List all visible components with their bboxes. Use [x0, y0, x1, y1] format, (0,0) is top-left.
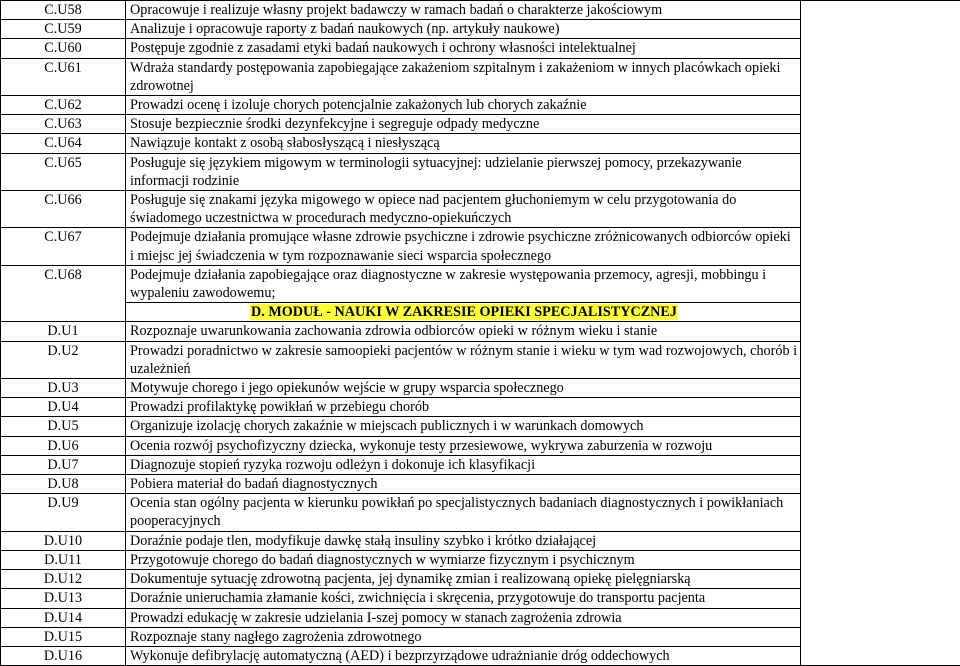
- outcome-code: D.U12: [1, 570, 126, 589]
- outcome-description: Rozpoznaje stany nagłego zagrożenia zdrowotnego: [126, 627, 801, 646]
- outcome-description: Wdraża standardy postępowania zapobiegające zakażeniom szpitalnym i zakażeniom w innych placówkach opieki zdrowotnej: [126, 58, 801, 95]
- outcome-description: Przygotowuje chorego do badań diagnostycznych w wymiarze fizycznym i psychicznym: [126, 550, 801, 569]
- outcome-description: Prowadzi ocenę i izoluje chorych potencjalnie zakażonych lub chorych zakaźnie: [126, 96, 801, 115]
- outcome-code: D.U4: [1, 398, 126, 417]
- empty-column: [801, 1, 960, 666]
- outcome-code: C.U63: [1, 115, 126, 134]
- outcome-code: C.U58: [1, 1, 126, 20]
- outcome-description: Posługuje się znakami języka migowego w opiece nad pacjentem głuchoniemym w celu przygotowania do świadomego uczestnictwa w procedurach medyczno-opiekuńczych: [126, 191, 801, 228]
- outcome-description: Prowadzi profilaktykę powikłań w przebiegu chorób: [126, 398, 801, 417]
- outcome-description: Doraźnie unieruchamia złamanie kości, zwichnięcia i skręcenia, przygotowuje do transportu pacjenta: [126, 589, 801, 608]
- outcome-description: Postępuje zgodnie z zasadami etyki badań naukowych i ochrony własności intelektualnej: [126, 39, 801, 58]
- outcome-description: Motywuje chorego i jego opiekunów wejście w grupy wsparcia społecznego: [126, 379, 801, 398]
- outcome-code: C.U60: [1, 39, 126, 58]
- outcome-code: D.U8: [1, 475, 126, 494]
- outcome-code: D.U13: [1, 589, 126, 608]
- outcome-code: D.U11: [1, 550, 126, 569]
- table-body: [1, 1, 960, 666]
- outcome-description: Podejmuje działania promujące własne zdrowie psychiczne i zdrowie psychiczne zróżnicowanych odbiorców opieki i miejsc jej świadczenia w tym rozpoznawanie sieci wsparcia społecznego: [126, 228, 801, 265]
- outcome-code: D.U16: [1, 646, 126, 665]
- outcome-code: D.U10: [1, 531, 126, 550]
- outcome-code: D.U2: [1, 341, 126, 378]
- outcome-description: Diagnozuje stopień ryzyka rozwoju odleżyn i dokonuje ich klasyfikacji: [126, 455, 801, 474]
- outcome-code: D.U7: [1, 455, 126, 474]
- outcome-description: Analizuje i opracowuje raporty z badań naukowych (np. artykuły naukowe): [126, 20, 801, 39]
- outcome-code: D.U6: [1, 436, 126, 455]
- outcome-code: D.U9: [1, 494, 126, 531]
- outcome-code: D.U14: [1, 608, 126, 627]
- outcome-description: Wykonuje defibrylację automatyczną (AED) i bezprzyrządowe udrażnianie dróg oddechowych: [126, 646, 801, 665]
- outcome-description: Ocenia rozwój psychofizyczny dziecka, wykonuje testy przesiewowe, wykrywa zaburzenia w rozwoju: [126, 436, 801, 455]
- outcome-code: C.U66: [1, 191, 126, 228]
- outcome-code: C.U67: [1, 228, 126, 265]
- outcome-description: Podejmuje działania zapobiegające oraz diagnostyczne w zakresie występowania przemocy, agresji, mobbingu i wypaleniu zawodowemu;: [126, 265, 801, 302]
- outcome-description: Prowadzi poradnictwo w zakresie samoopieki pacjentów w różnym stanie i wieku w tym wad rozwojowych, chorób i uzależnień: [126, 341, 801, 378]
- outcome-description: Pobiera materiał do badań diagnostycznych: [126, 475, 801, 494]
- outcome-code: D.U3: [1, 379, 126, 398]
- outcome-description: Ocenia stan ogólny pacjenta w kierunku powikłań po specjalistycznych badaniach diagnostycznych i powikłaniach pooperacyjnych: [126, 494, 801, 531]
- outcome-description: Opracowuje i realizuje własny projekt badawczy w ramach badań o charakterze jakościowym: [126, 1, 801, 20]
- outcome-code: C.U65: [1, 153, 126, 190]
- outcome-code: D.U5: [1, 417, 126, 436]
- outcome-code: C.U62: [1, 96, 126, 115]
- outcome-code: D.U1: [1, 322, 126, 341]
- outcome-description: Prowadzi edukację w zakresie udzielania I-szej pomocy w stanach zagrożenia zdrowia: [126, 608, 801, 627]
- outcome-code: D.U15: [1, 627, 126, 646]
- section-title: D. MODUŁ - NAUKI W ZAKRESIE OPIEKI SPECJALISTYCZNEJ: [250, 304, 678, 320]
- outcome-description: Dokumentuje sytuację zdrowotną pacjenta, jej dynamikę zmian i realizowaną opiekę pielęgniarską: [126, 570, 801, 589]
- outcome-description: Rozpoznaje uwarunkowania zachowania zdrowia odbiorców opieki w różnym wieku i stanie: [126, 322, 801, 341]
- outcome-description: Doraźnie podaje tlen, modyfikuje dawkę stałą insuliny szybko i krótko działającej: [126, 531, 801, 550]
- outcome-code: C.U68: [1, 265, 126, 322]
- table-row: [1, 1, 960, 20]
- outcome-code: C.U59: [1, 20, 126, 39]
- outcome-description: Stosuje bezpiecznie środki dezynfekcyjne i segreguje odpady medyczne: [126, 115, 801, 134]
- outcome-description: Posługuje się językiem migowym w terminologii sytuacyjnej: udzielanie pierwszej pomocy, przekazywanie informacji rodzinie: [126, 153, 801, 190]
- outcome-description: Nawiązuje kontakt z osobą słabosłyszącą i niesłyszącą: [126, 134, 801, 153]
- outcome-code: C.U64: [1, 134, 126, 153]
- outcome-code: C.U61: [1, 58, 126, 95]
- section-header-cell: [126, 303, 801, 322]
- outcome-description: Organizuje izolację chorych zakaźnie w miejscach publicznych i w warunkach domowych: [126, 417, 801, 436]
